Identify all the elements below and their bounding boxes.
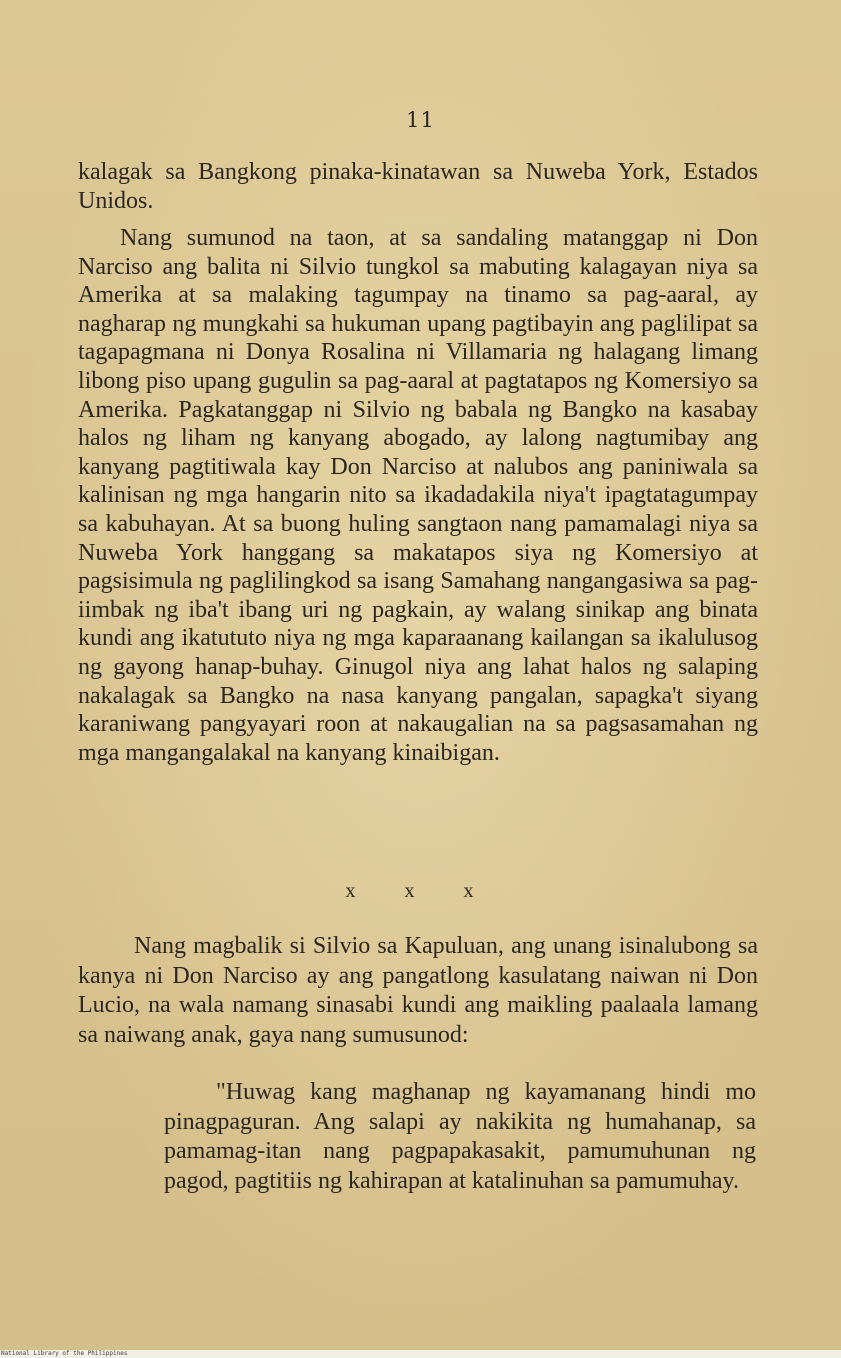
quoted-advice: "Huwag kang maghanap ng kayamanang hindi mo pinagpaguran. Ang salapi ay nakikita ng humahanap, sa pamamag-itan nang pagpapakasakit, pamumuhunan ng pagod, pagtitiis ng kahirapan at katalinuhan sa pamumuhay. <box>164 1079 756 1194</box>
paragraph-continuation: kalagak sa Bangkong pinaka-kinatawan sa Nuweba York, Estados Unidos. <box>78 159 758 214</box>
library-credit: National Library of the Philippines <box>0 1350 841 1358</box>
page-number: 11 <box>406 108 435 132</box>
paragraph-main: Nang sumunod na taon, at sa sandaling matanggap ni Don Narciso ang balita ni Silvio tungkol sa mabuting kalagayan niya sa Amerika at sa malaking tagumpay na tinamo sa pag-aaral, ay nagharap ng mungkahi sa hukuman upang pagtibayin ang paglilipat sa tagapagmana ni Donya Rosalina ni Villamaria ng halagang limang libong piso upang gugulin sa pag-aaral at pagtatapos ng Komersiyo sa Amerika. Pagkatanggap ni Silvio ng babala ng Bangko na kasabay halos ng liham ng kanyang abogado, ay lalong nagtumibay ang kanyang pagtitiwala kay Don Narciso at nalubos ang paniniwala sa kalinisan ng mga hangarin nito sa ikadadakila niya't ipagtatagumpay sa kabuhayan. At sa buong huling sangtaon nang pamamalagi niya sa Nuweba York hanggang sa makatapos siya ng Komersiyo at pagsisimula ng paglilingkod sa isang Samahang nangangasiwa sa pag-iimbak ng iba't ibang uri ng pagkain, ay walang sinikap ang binata kundi ang ikatututo niya ng mga kaparaanang kailangan sa ikalulusog ng gayong hanap-buhay. Ginugol niya ang lahat halos ng salaping nakalagak sa Bangko na nasa kanyang pangalan, sapagka't siyang karaniwang pangyayari roon at nakaugalian na sa pagsasamahan ng mga mangangalakal na kanyang kinaibigan. <box>78 225 758 766</box>
paragraph-return: Nang magbalik si Silvio sa Kapuluan, ang unang isinalubong sa kanya ni Don Narciso ay ang pangatlong kasulatang naiwan ni Don Lucio, na wala namang sinasabi kundi ang maikling paalaala lamang sa naiwang anak, gaya nang sumusunod: <box>78 933 758 1048</box>
section-separator: x x x <box>345 880 496 902</box>
